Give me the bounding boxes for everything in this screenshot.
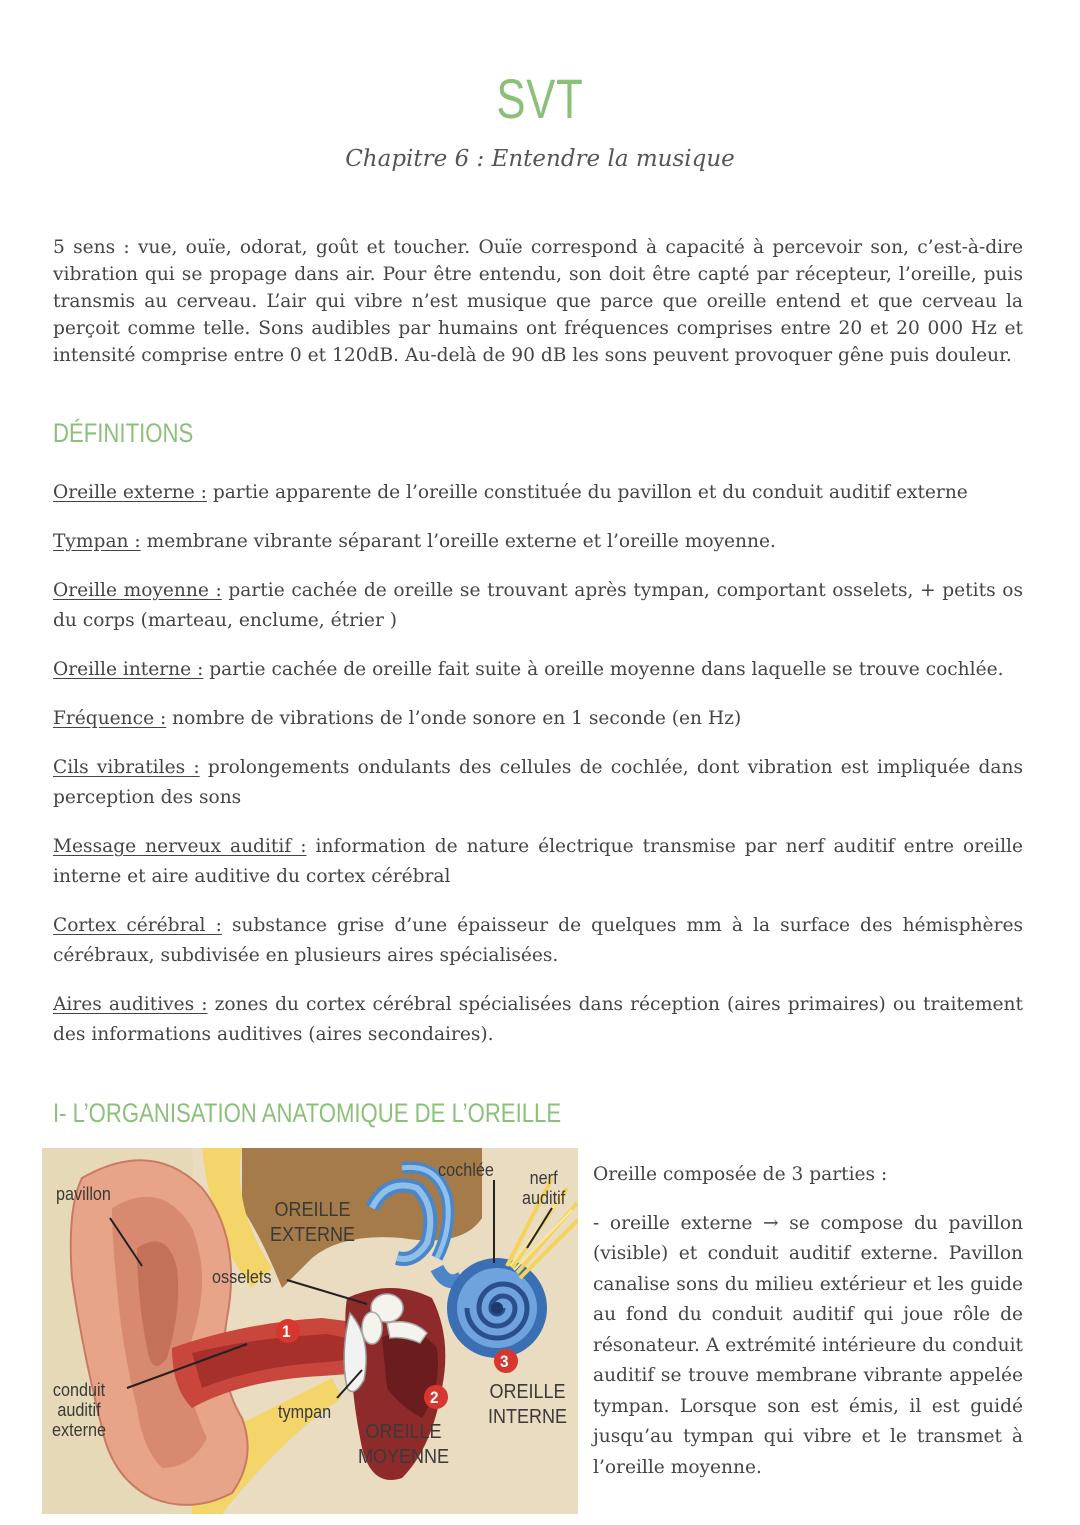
label-oreille-moyenne-line2: MOYENNE xyxy=(358,1446,450,1468)
definition-item xyxy=(53,527,1023,557)
definition-text: information de nature électrique transmise par nerf auditif entre oreille interne et aire auditive du cortex cérébral xyxy=(53,836,1023,887)
label-conduit-auditif-externe xyxy=(52,1380,106,1440)
badge-1: 1 xyxy=(282,1322,291,1341)
definition-text: membrane vibrante séparant l’oreille externe et l’oreille moyenne. xyxy=(140,531,776,552)
definition-term: Aires auditives : xyxy=(53,994,208,1015)
definition-text: zones du cortex cérébral spécialisées dans réception (aires primaires) ou traitement des informations auditives (aires secondaires). xyxy=(53,994,1024,1045)
page-subtitle: Chapitre 6 : Entendre la musique xyxy=(345,146,735,172)
label-tympan: tympan xyxy=(278,1402,332,1422)
definition-term: Fréquence : xyxy=(53,708,167,729)
anatomy-paragraph-externe: - oreille externe → se compose du pavillon (visible) et conduit auditif externe. Pavillon canalise sons du milieu extérieur et les guide au fond du conduit auditif qui joue rôle de résonateur. A extrémité intérieure du conduit auditif se trouve membrane vibrante appelée tympan. Lorsque son est émis, il est guidé jusqu’au tympan qui vibre et le transmet à l’oreille moyenne. xyxy=(593,1212,1023,1478)
definition-text: nombre de vibrations de l’onde sonore en 1 seconde (en Hz) xyxy=(166,708,742,729)
label-nerf-auditif xyxy=(522,1168,565,1208)
label-oreille-externe-line1: OREILLE xyxy=(274,1199,351,1221)
label-conduit-line1: conduit xyxy=(52,1380,106,1400)
label-oreille-moyenne-line1: OREILLE xyxy=(365,1421,442,1443)
definition-term: Oreille interne : xyxy=(53,659,204,680)
definition-item xyxy=(53,990,1023,1050)
definition-term: Oreille externe : xyxy=(53,482,207,503)
section-heading-anatomy: I- L’ORGANISATION ANATOMIQUE DE L’OREILLE xyxy=(53,1098,562,1128)
label-conduit-line2: auditif xyxy=(57,1400,101,1420)
definition-text: prolongements ondulants des cellules de cochlée, dont vibration est impliquée dans perception des sons xyxy=(53,757,1023,808)
definition-term: Tympan : xyxy=(53,531,141,552)
badge-2: 2 xyxy=(430,1388,439,1407)
label-oreille-interne xyxy=(488,1380,567,1430)
label-oreille-interne-line2: INTERNE xyxy=(488,1406,568,1428)
definition-item xyxy=(53,655,1023,685)
anatomy-paragraph-intro: Oreille composée de 3 parties : xyxy=(593,1164,888,1185)
label-cochlee: cochlée xyxy=(438,1160,494,1180)
definition-text: partie cachée de oreille fait suite à oreille moyenne dans laquelle se trouve cochlée. xyxy=(203,659,1004,680)
definition-text: substance grise d’une épaisseur de quelques mm à la surface des hémisphères cérébraux, subdivisée en plusieurs aires spécialisées. xyxy=(53,915,1023,966)
label-oreille-externe xyxy=(270,1198,355,1248)
definition-text: partie apparente de l’oreille constituée du pavillon et du conduit auditif externe xyxy=(206,482,968,503)
intro-paragraph: 5 sens : vue, ouïe, odorat, goût et toucher. Ouïe correspond à capacité à percevoir son, c’est-à-dire vibration qui se propage dans air. Pour être entendu, son doit être capté par récepteur, l’oreille, puis transmis au cerveau. L’air qui vibre n’est musique que parce que oreille entend et que cerveau la perçoit comme telle. Sons audibles par humains ont fréquences comprises entre 20 et 20 000 Hz et intensité comprise entre 0 et 120dB. Au-delà de 90 dB les sons peuvent provoquer gêne puis douleur. xyxy=(53,237,1023,366)
definition-term: Cortex cérébral : xyxy=(53,915,222,936)
label-osselets: osselets xyxy=(212,1267,272,1287)
label-pavillon: pavillon xyxy=(56,1184,111,1204)
definition-item xyxy=(53,832,1023,892)
label-nerf-line2: auditif xyxy=(522,1188,566,1208)
label-oreille-moyenne xyxy=(358,1420,449,1470)
definition-item xyxy=(53,478,1023,508)
label-oreille-externe-line2: EXTERNE xyxy=(270,1224,356,1246)
label-oreille-interne-line1: OREILLE xyxy=(489,1381,566,1403)
label-conduit-line3: externe xyxy=(52,1420,107,1440)
definition-item xyxy=(53,911,1023,971)
anatomy-description xyxy=(593,1160,1023,1501)
definition-item xyxy=(53,753,1023,813)
page-title: SVT xyxy=(496,67,584,130)
ear-anatomy-figure xyxy=(42,1148,578,1514)
definitions-heading: DÉFINITIONS xyxy=(53,418,194,448)
badge-3: 3 xyxy=(500,1352,509,1371)
definition-term: Oreille moyenne : xyxy=(53,580,222,601)
definition-term: Cils vibratiles : xyxy=(53,757,200,778)
definition-term: Message nerveux auditif : xyxy=(53,836,307,857)
definition-item xyxy=(53,704,1023,734)
definitions-list xyxy=(53,478,1023,1069)
label-nerf-line1: nerf xyxy=(529,1168,558,1188)
definition-text: partie cachée de oreille se trouvant après tympan, comportant osselets, + petits os du corps (marteau, enclume, étrier ) xyxy=(53,580,1023,631)
definition-item xyxy=(53,576,1023,636)
